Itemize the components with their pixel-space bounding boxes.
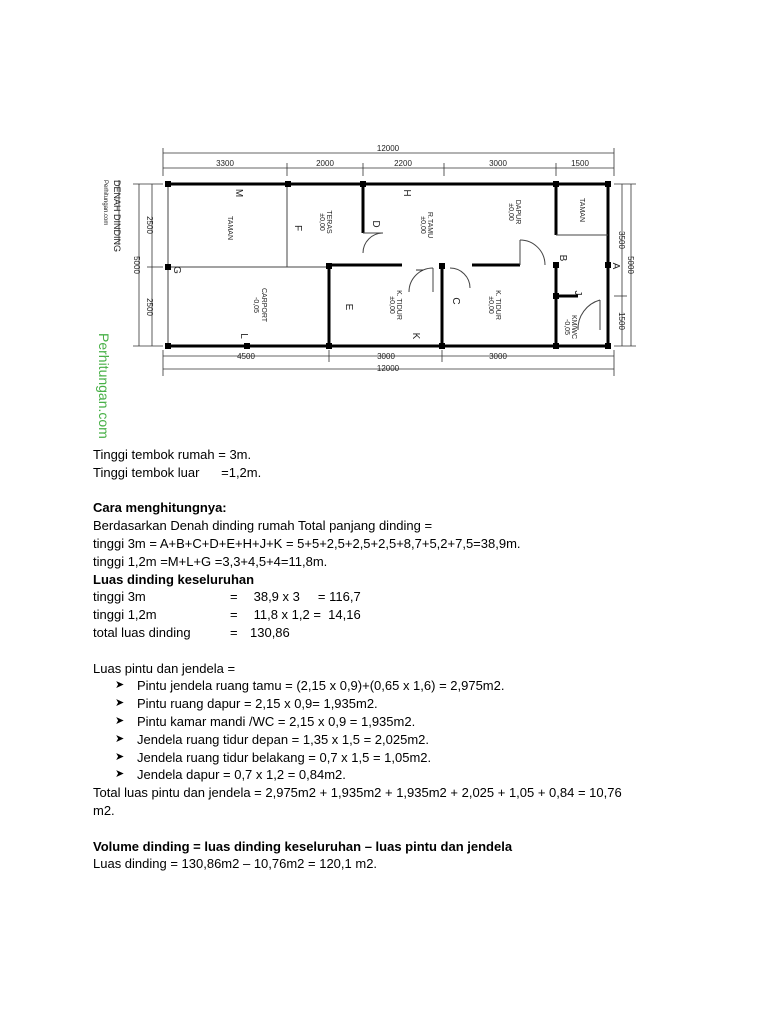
dim-right-2: 1500 bbox=[617, 312, 626, 330]
text-height-1-2m: tinggi 1,2m =M+L+G =3,3+4,5+4=11,8m. bbox=[93, 553, 328, 569]
arrow-bullet-icon: ➤ bbox=[115, 732, 125, 745]
room-tamu: R.TAMU bbox=[426, 211, 433, 239]
room-kmwc-level: -0,05 bbox=[563, 319, 570, 335]
room-dapur: DAPUR bbox=[514, 199, 521, 225]
wall-label-k: K bbox=[410, 332, 421, 340]
calc-label: tinggi 1,2m bbox=[93, 607, 157, 623]
dim-bottom-1: 4500 bbox=[237, 352, 255, 361]
room-tidur-1: K. TIDUR bbox=[395, 290, 402, 320]
calc-row-3m bbox=[93, 588, 693, 606]
dim-bottom-3: 3000 bbox=[489, 352, 507, 361]
dim-left-total: 5000 bbox=[132, 256, 141, 274]
list-item: ➤ Jendela ruang tidur belakang = 0,7 x 1,5 = 1,05m2. bbox=[115, 749, 432, 765]
calc-row-total bbox=[93, 624, 693, 642]
wall-label-i: I bbox=[413, 268, 424, 272]
text-final-wall-area: Luas dinding = 130,86m2 – 10,76m2 = 120,1 m2. bbox=[93, 856, 378, 872]
wall-label-e: E bbox=[343, 303, 354, 311]
calc-label: tinggi 3m bbox=[93, 589, 146, 605]
wall-label-m: M bbox=[233, 188, 244, 198]
room-tidur-1-level: ±0,00 bbox=[388, 296, 395, 314]
wall-label-g: G bbox=[171, 266, 182, 274]
dim-left-1: 2500 bbox=[145, 216, 154, 234]
calc-value: 38,9 x 3 = 116,7 bbox=[250, 589, 361, 605]
calc-value: 11,8 x 1,2 = 14,16 bbox=[250, 607, 361, 623]
plan-title: DENAH DINDING bbox=[112, 180, 122, 253]
arrow-bullet-icon: ➤ bbox=[115, 750, 125, 763]
text-height-3m: tinggi 3m = A+B+C+D+E+H+J+K = 5+5+2,5+2,5+2,5+8,7+5,2+7,5=38,9m. bbox=[93, 535, 521, 551]
room-carport-level: -0,05 bbox=[252, 297, 259, 313]
dim-top-total: 12000 bbox=[376, 144, 400, 153]
section-heading-doors-windows: Luas pintu dan jendela = bbox=[93, 660, 236, 676]
calc-value: 130,86 bbox=[250, 624, 290, 640]
list-item: ➤ Pintu ruang dapur = 2,15 x 0,9= 1,935m2. bbox=[115, 696, 378, 712]
room-taman-right: TAMAN bbox=[578, 198, 585, 222]
dim-left-2: 2500 bbox=[145, 298, 154, 316]
arrow-bullet-icon: ➤ bbox=[115, 714, 125, 727]
plan-watermark-small: Perhitungan.com bbox=[102, 180, 108, 226]
wall-label-d: D bbox=[370, 220, 381, 228]
dim-top-3: 2200 bbox=[394, 159, 412, 168]
calc-label: total luas dinding bbox=[93, 624, 191, 640]
arrow-bullet-icon: ➤ bbox=[115, 697, 125, 710]
calc-row-1-2m bbox=[93, 606, 693, 624]
section-heading-method: Cara menghitungnya: bbox=[93, 500, 227, 516]
dim-bottom-total: 12000 bbox=[376, 364, 400, 373]
calc-equals: = bbox=[230, 589, 238, 605]
dim-top-1: 3300 bbox=[216, 159, 234, 168]
dim-top-4: 3000 bbox=[489, 159, 507, 168]
wall-height-house: Tinggi tembok rumah = 3m. bbox=[93, 447, 252, 462]
list-item: ➤ Jendela dapur = 0,7 x 1,2 = 0,84m2. bbox=[115, 767, 346, 783]
arrow-bullet-icon: ➤ bbox=[115, 768, 125, 781]
text-total-wall-length: Berdasarkan Denah dinding rumah Total panjang dinding = bbox=[93, 518, 433, 534]
dim-top-5: 1500 bbox=[571, 159, 589, 168]
wall-label-j: J bbox=[572, 290, 583, 296]
list-item: ➤ Jendela ruang tidur depan = 1,35 x 1,5 = 2,025m2. bbox=[115, 731, 429, 747]
wall-height-outer: Tinggi tembok luar =1,2m. bbox=[93, 464, 262, 480]
wall-label-l: L bbox=[238, 333, 249, 339]
dim-right-1: 3500 bbox=[617, 231, 626, 249]
calc-equals: = bbox=[230, 607, 238, 623]
arrow-bullet-icon: ➤ bbox=[115, 679, 125, 692]
room-tamu-level: ±0,00 bbox=[419, 216, 426, 234]
doors-windows-list bbox=[93, 677, 693, 784]
dim-top-2: 2000 bbox=[316, 159, 334, 168]
list-item: ➤ Pintu jendela ruang tamu = (2,15 x 0,9)+(0,65 x 1,6) = 2,975m2. bbox=[115, 678, 505, 694]
wall-label-f: F bbox=[292, 224, 303, 232]
wall-label-c: C bbox=[450, 297, 461, 305]
dim-bottom-2: 3000 bbox=[377, 352, 395, 361]
wall-label-h: H bbox=[401, 189, 412, 197]
document-body bbox=[93, 446, 693, 873]
room-tidur-2: K. TIDUR bbox=[494, 290, 501, 320]
room-kmwc: KM/WC bbox=[570, 314, 577, 340]
room-dapur-level: ±0,00 bbox=[507, 203, 514, 221]
list-item: ➤ Pintu kamar mandi /WC = 2,15 x 0,9 = 1,935m2. bbox=[115, 713, 416, 729]
room-taman-left: TAMAN bbox=[226, 216, 233, 240]
room-teras-level: ±0,00 bbox=[318, 213, 325, 231]
section-heading-wall-area: Luas dinding keseluruhan bbox=[93, 571, 255, 587]
calc-equals: = bbox=[230, 624, 238, 640]
wall-label-b: B bbox=[557, 254, 568, 262]
watermark: Perhitungan.com bbox=[96, 333, 112, 439]
dim-right-total: 5000 bbox=[626, 256, 635, 274]
wall-label-a: A bbox=[610, 262, 621, 270]
text-total-doors-windows: Total luas pintu dan jendela = 2,975m2 + 1,935m2 + 1,935m2 + 2,025 + 1,05 + 0,84 = 10,76 bbox=[93, 785, 622, 801]
room-carport: CARPORT bbox=[260, 287, 267, 323]
floor-plan-drawing bbox=[0, 0, 768, 445]
room-tidur-2-level: ±0,00 bbox=[487, 296, 494, 314]
room-teras: TERAS bbox=[325, 210, 332, 234]
text-total-doors-windows-unit: m2. bbox=[93, 802, 115, 818]
section-heading-volume: Volume dinding = luas dinding keseluruhan – luas pintu dan jendela bbox=[93, 838, 513, 854]
